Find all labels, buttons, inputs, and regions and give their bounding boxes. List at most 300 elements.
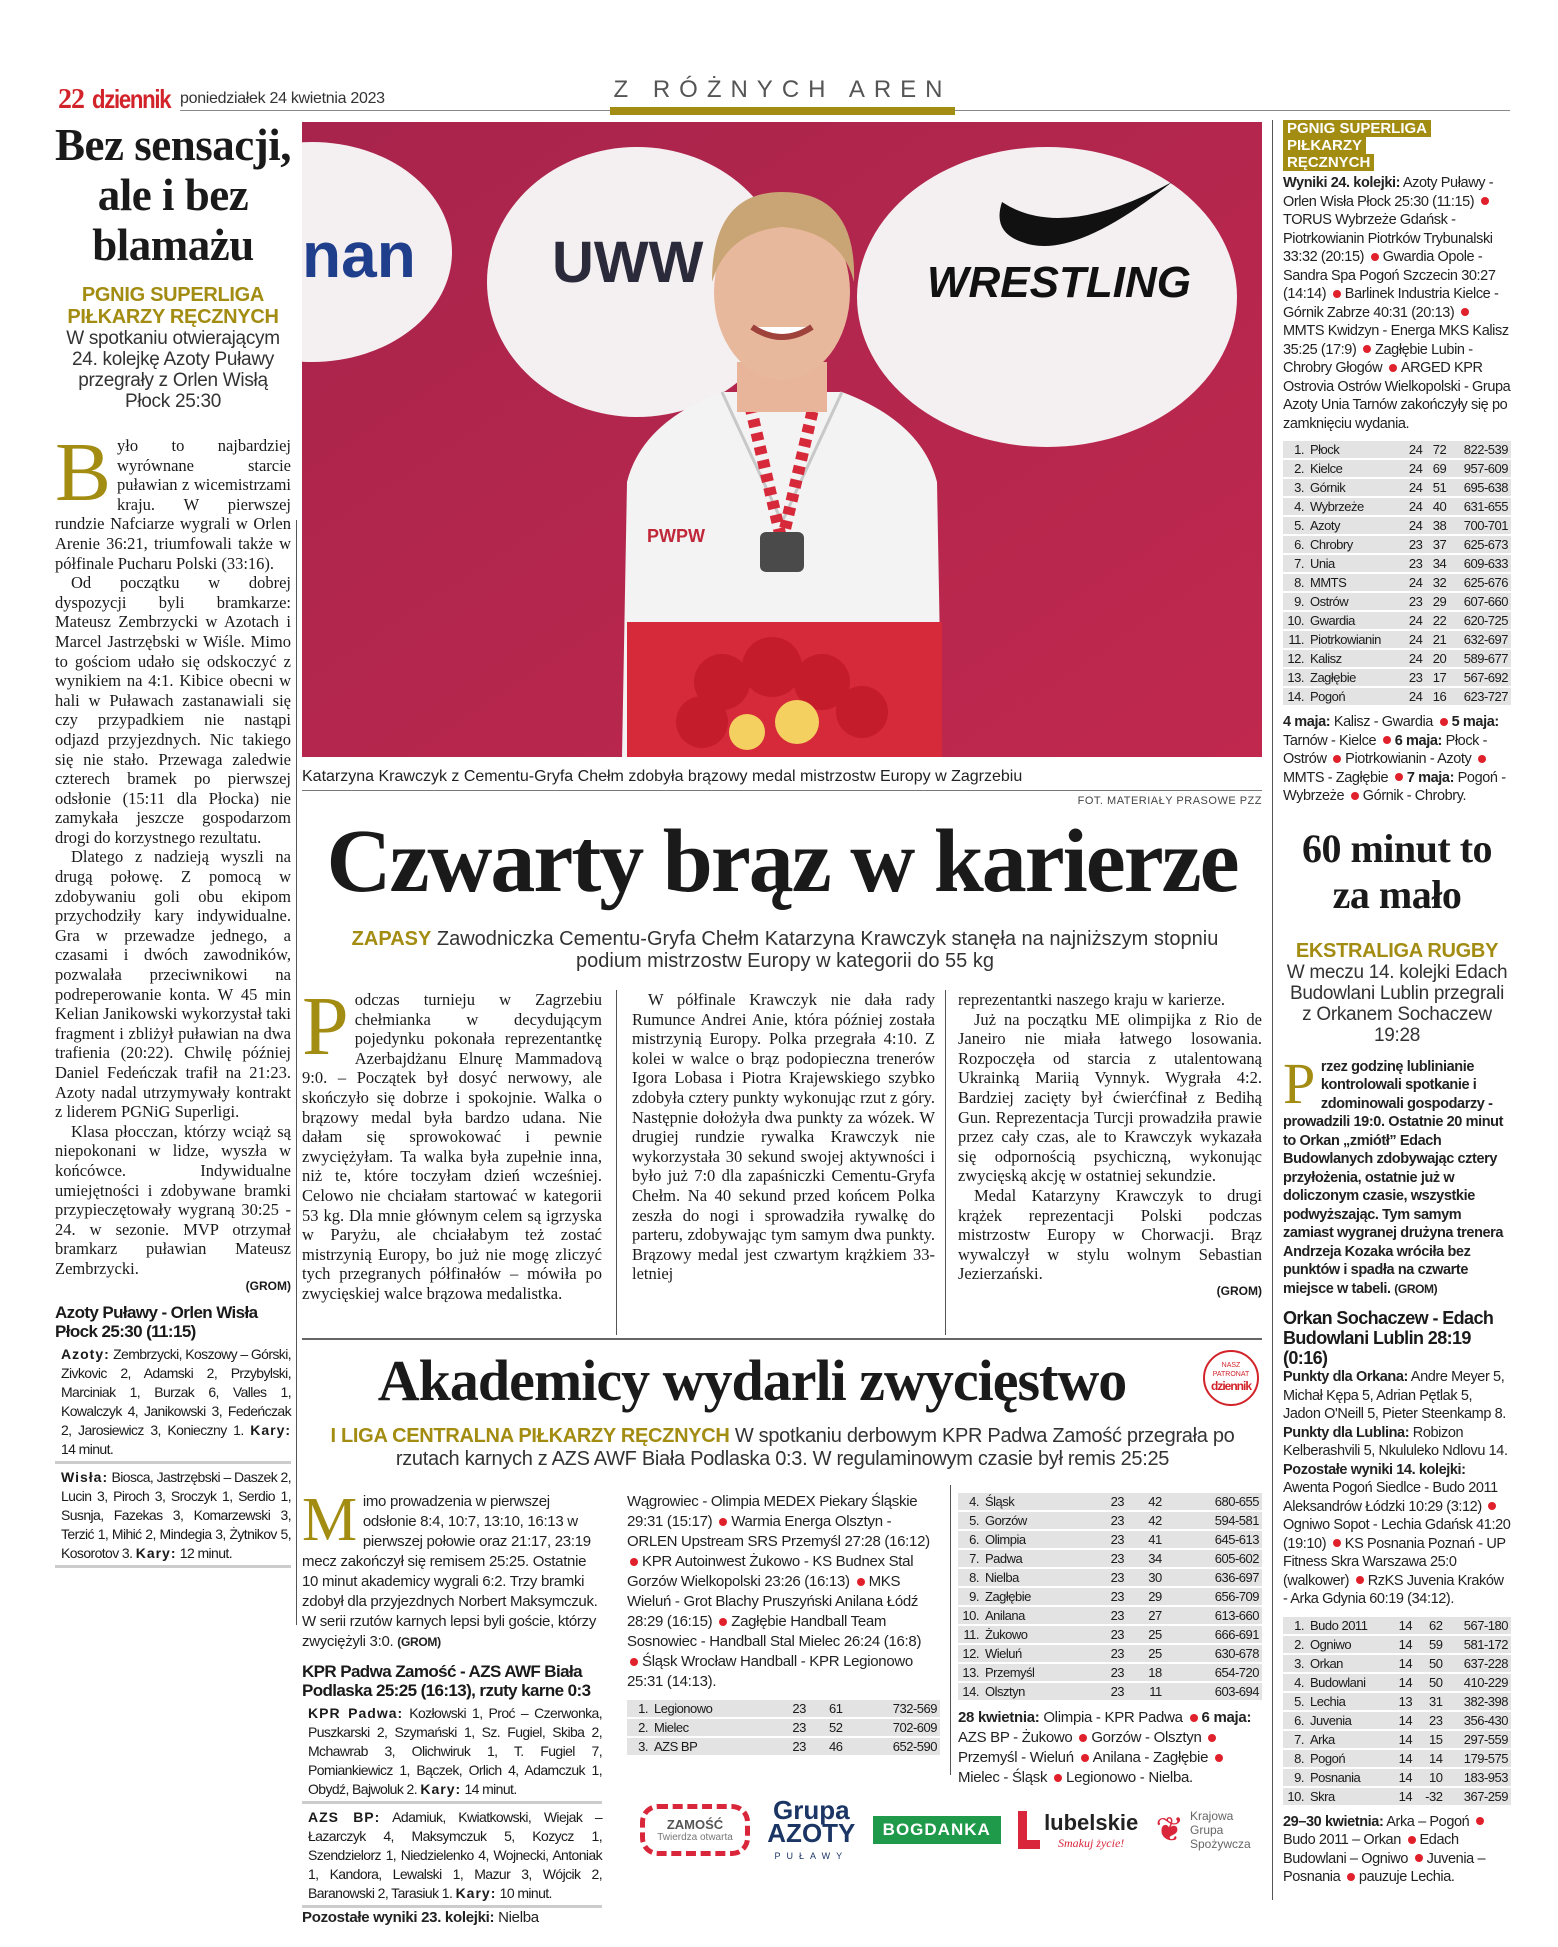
cell-goals: 367-259: [1445, 1788, 1511, 1805]
table-row: [627, 1719, 940, 1736]
rugby-box-title: Orkan Sochaczew - Edach Budowlani Lublin 28:19 (0:16): [1283, 1308, 1494, 1368]
list-item: Barlinek Industria Kielce - Górnik Zabrze 40:31 (20:13): [1283, 286, 1499, 321]
paragraph: Klasa płocczan, którzy wciąż są niepokonani w lidze, wyszła w końcówce. Indywidualne umiejętności i zdobywane bramki przypieczętowały wygraną 30:25 - 24. w sezonie. MVP otrzymał bramkarz puławian Mateusz Zembrzycki.: [55, 1121, 291, 1278]
cell-games: 13: [1390, 1693, 1415, 1710]
main-deck: [330, 928, 1240, 972]
cell-team: Arka: [1307, 1731, 1390, 1748]
standings-table: [958, 1491, 1262, 1702]
drop-cap: P: [1283, 1050, 1315, 1116]
handball-deck: [305, 1425, 1260, 1471]
cell-points: 42: [1127, 1512, 1165, 1529]
cell-games: 23: [1089, 1493, 1127, 1510]
photo-caption: Katarzyna Krawczyk z Cementu-Gryfa Chełm zdobyła brązowy medal mistrzostw Europy w Zagrzebiu: [302, 768, 1262, 791]
cell-points: -32: [1415, 1788, 1445, 1805]
cell-team: Juvenia: [1307, 1712, 1390, 1729]
lineup-text: Kozłowski 1, Proć – Czerwonka, Puszkarski 2, Szymański 1, Sz. Fugiel, Skiba 2, Mchawrab 3, Olichwiruk 1, T. Fugiel 7, Pomiankiewicz 1, Bączek, Orlich 4, Adamczuk 1, Obydź, Bajwoluk 2.: [308, 1705, 603, 1797]
cell-points: 52: [809, 1719, 846, 1736]
superliga-fixtures: [1283, 713, 1511, 806]
table-row: [958, 1664, 1262, 1681]
section-bar: [610, 107, 955, 115]
cell-points: 23: [1415, 1712, 1445, 1729]
cell-games: 23: [1401, 593, 1425, 610]
cell-team: Olimpia: [982, 1531, 1089, 1548]
cell-games: 14: [1390, 1674, 1415, 1691]
logo-grupa-azoty: [767, 1795, 856, 1861]
cell-team: Nielba: [982, 1569, 1089, 1586]
cell-goals: 607-660: [1449, 593, 1511, 610]
lubelskie-l-icon: [1018, 1811, 1040, 1849]
handball-column-2: [627, 1492, 940, 1763]
byline: (GROM): [1216, 1283, 1262, 1298]
cell-team: Płock: [1307, 441, 1401, 458]
cell-goals: 695-638: [1449, 479, 1511, 496]
kary-lead: Kary:: [135, 1544, 177, 1561]
bullet-dot-icon: [1356, 1576, 1364, 1584]
superliga-results: [1283, 174, 1511, 433]
logo-text: Twierdza otwarta: [657, 1832, 733, 1843]
cell-team: MMTS: [1307, 574, 1401, 591]
item-lead: 5 maja:: [1451, 714, 1499, 730]
cell-rank: 6.: [1283, 1712, 1307, 1729]
cell-team: Lechia: [1307, 1693, 1390, 1710]
list-item: Azoty Puławy - Orlen Wisła Płock 25:30 (11:15): [1283, 175, 1494, 210]
lineup-azoty: [55, 1341, 291, 1464]
cell-goals: 567-180: [1445, 1617, 1511, 1634]
table-row: [958, 1512, 1262, 1529]
handball-column-1: [302, 1486, 603, 1928]
cell-goals: 382-398: [1445, 1693, 1511, 1710]
cell-team: Skra: [1307, 1788, 1390, 1805]
list-item: Budo 2011 – Orkan: [1283, 1832, 1401, 1848]
superliga-kicker: PGNIG SUPERLIGA PIŁKARZY RĘCZNYCH: [1283, 120, 1431, 171]
table-row: [1283, 1617, 1511, 1634]
cell-games: 23: [772, 1719, 809, 1736]
cell-rank: 8.: [958, 1569, 982, 1586]
cell-goals: 732-569: [845, 1700, 940, 1717]
cell-rank: 10.: [1283, 612, 1307, 629]
superliga-table: [1283, 439, 1511, 707]
handball-body: [302, 1486, 602, 1652]
table-row: [627, 1738, 940, 1755]
bullet-dot-icon: [1347, 1873, 1355, 1881]
table-row: [1283, 555, 1511, 572]
cell-points: 29: [1127, 1588, 1165, 1605]
sponsor-logos: [640, 1785, 1260, 1875]
cell-games: 23: [1089, 1683, 1127, 1700]
points-text: Andre Meyer 5, Michał Kępa 5, Adrian Pętlak 5, Jadon O'Neill 5, Pieter Steenkamp 8.: [1283, 1369, 1506, 1422]
item-lead: 29–30 kwietnia:: [1283, 1813, 1384, 1830]
cell-games: 14: [1390, 1750, 1415, 1767]
table-row: [1283, 517, 1511, 534]
list-item: Wągrowiec - Olimpia MEDEX Piekary Śląskie 29:31 (15:17): [627, 1493, 918, 1530]
table-row: [1283, 479, 1511, 496]
cell-goals: 822-539: [1449, 441, 1511, 458]
cell-points: 25: [1127, 1645, 1165, 1662]
bullet-dot-icon: [1488, 1502, 1496, 1510]
lineup-text: Biosca, Jastrzębski – Daszek 2, Lucin 3, Piroch 3, Sroczyk 1, Serdio 1, Susnja, Fazekas 3, Komarzewski 3, Terzić 1, Mihić 2, Mindegia 3, Żytnikov 5, Kosorotov 3.: [61, 1468, 291, 1561]
cell-games: 24: [1401, 498, 1425, 515]
item-lead: 6 maja:: [1201, 1709, 1252, 1726]
cell-team: Posnania: [1307, 1769, 1390, 1786]
newspaper-logo: dziennik: [92, 84, 171, 114]
cell-team: Pogoń: [1307, 1750, 1390, 1767]
rugby-results: [1283, 1461, 1511, 1609]
cell-rank: 8.: [1283, 1750, 1307, 1767]
bullet-dot-icon: [1415, 1854, 1423, 1862]
backdrop-text-uww: UWW: [552, 230, 704, 295]
byline: (GROM): [245, 1278, 291, 1293]
cell-rank: 2.: [1283, 460, 1307, 477]
cell-team: Chrobry: [1307, 536, 1401, 553]
list-item: MMTS - Zagłębie: [1283, 769, 1389, 786]
list-item: Warmia Energa Olsztyn - ORLEN Upstream SRS Przemyśl 27:28 (16:12): [627, 1513, 930, 1550]
cell-points: 11: [1127, 1683, 1165, 1700]
cell-rank: 9.: [1283, 1769, 1307, 1786]
list-item: Kalisz - Gwardia: [1333, 714, 1433, 730]
cell-goals: 603-694: [1165, 1683, 1262, 1700]
table-row: [1283, 593, 1511, 610]
standings-table: [627, 1698, 940, 1757]
bullet-dot-icon: [1215, 1754, 1223, 1762]
column-divider: [950, 1485, 951, 1775]
table-row: [1283, 650, 1511, 667]
cell-points: 41: [1127, 1531, 1165, 1548]
cell-points: 29: [1425, 593, 1449, 610]
paragraph: yło to najbardziej wyrównane starcie puławian z wicemistrzami kraju. W pierwszej rundzie Nafciarze wygrali w Orlen Arenie 36:21, triumfowali także w półfinale Pucharu Polski (33:16).: [55, 436, 291, 573]
cell-points: 51: [1425, 479, 1449, 496]
cell-goals: 620-725: [1449, 612, 1511, 629]
drop-cap: B: [55, 426, 112, 519]
cell-points: 61: [809, 1700, 846, 1717]
main-headline: Czwarty brąz w karierze: [326, 812, 1238, 911]
table-row: [1283, 669, 1511, 686]
table-row: [1283, 574, 1511, 591]
list-item: Arka – Pogoń: [1386, 1813, 1470, 1830]
cell-games: 24: [1401, 460, 1425, 477]
item-lead: Wyniki 24. kolejki:: [1283, 175, 1401, 191]
points-text: Robizon Kelberashvili 5, Nkululeko Ndlovu 14.: [1283, 1424, 1508, 1459]
table-row: [1283, 612, 1511, 629]
bullet-dot-icon: [1333, 290, 1341, 298]
table-row: [1283, 1693, 1511, 1710]
cell-team: Legionowo: [651, 1700, 772, 1717]
bullet-dot-icon: [719, 1518, 727, 1526]
medal-icon: [760, 532, 804, 572]
cell-games: 23: [1089, 1588, 1127, 1605]
cell-goals: 623-727: [1449, 688, 1511, 705]
left-kicker: PGNIG SUPERLIGA PIŁKARZY RĘCZNYCH: [67, 284, 279, 328]
cell-goals: 609-633: [1449, 555, 1511, 572]
list-item: MMTS Kwidzyn - Energa MKS Kalisz 35:25 (17:9): [1283, 323, 1509, 358]
logo-text: Grupa: [773, 1795, 850, 1825]
bullet-dot-icon: [1389, 364, 1397, 372]
bullet-dot-icon: [1079, 1734, 1087, 1742]
cell-points: 34: [1127, 1550, 1165, 1567]
item-lead: 7 maja:: [1406, 769, 1455, 786]
cell-rank: 3.: [1283, 479, 1307, 496]
table-row: [1283, 1731, 1511, 1748]
cell-points: 37: [1425, 536, 1449, 553]
cell-rank: 4.: [1283, 1674, 1307, 1691]
lineup-lead: AZS BP:: [308, 1809, 381, 1825]
cell-games: 24: [1401, 650, 1425, 667]
cell-goals: 636-697: [1165, 1569, 1262, 1586]
list-item: Tarnów - Kielce: [1283, 732, 1377, 749]
cell-goals: 297-559: [1445, 1731, 1511, 1748]
cell-games: 14: [1390, 1636, 1415, 1653]
list-item: ARGED KPR Ostrovia Ostrów Wielkopolski - Grupa Azoty Unia Tarnów zakończyły się po zamknięciu wydania.: [1283, 360, 1511, 432]
cell-games: 24: [1401, 517, 1425, 534]
cell-rank: 12.: [958, 1645, 982, 1662]
cell-rank: 11.: [1283, 631, 1307, 648]
cell-team: Przemyśl: [982, 1664, 1089, 1681]
photo-credit: FOT. MATERIAŁY PRASOWE PZZ: [1077, 795, 1262, 807]
cell-points: 62: [1415, 1617, 1445, 1634]
cell-points: 10: [1415, 1769, 1445, 1786]
list-item: Piotrkowianin - Azoty: [1345, 751, 1472, 767]
left-deck: W spotkaniu otwierającym 24. kolejkę Azoty Puławy przegrały z Orlen Wisłą Płock 25:30: [66, 328, 280, 412]
cell-goals: 567-692: [1449, 669, 1511, 686]
kary-value: 10 minut.: [499, 1885, 552, 1901]
handball-deck-text: W spotkaniu derbowym KPR Padwa Zamość przegrała po rzutach karnych z AZS AWF Biała Podlaska 0:3. W regulaminowym czasie był remis 25:25: [395, 1425, 1235, 1470]
left-body: [55, 426, 291, 1293]
cell-points: 17: [1425, 669, 1449, 686]
list-item: Gorzów - Olsztyn: [1091, 1729, 1202, 1746]
rugby-deck: W meczu 14. kolejki Edach Budowlani Lublin przegrali z Orkanem Sochaczew 19:28: [1286, 961, 1508, 1046]
rugby-points-lublin: [1283, 1424, 1511, 1461]
cell-goals: 656-709: [1165, 1588, 1262, 1605]
main-photo: [302, 122, 1262, 757]
cell-team: Budowlani: [1307, 1674, 1390, 1691]
table-row: [1283, 688, 1511, 705]
cell-rank: 1.: [1283, 441, 1307, 458]
cell-team: Olsztyn: [982, 1683, 1089, 1700]
bullet-dot-icon: [1395, 773, 1403, 781]
table-row: [1283, 1750, 1511, 1767]
paragraph: Od początku w dobrej dyspozycji byli bramkarze: Mateusz Zembrzycki w Azotach i Marcel Jastrzębski w Wiśle. Mimo to gościom udało się odskoczyć z wynikiem na 4:1. Kibice obecni w hali w Puławach zastanawiali się czy przypadkiem nie nastąpi odjazd przyjezdnych. Nic takiego się nie stało. Przewaga zaledwie czterech bramek po pierwszej odsłonie (15:11 dla Płocka) nie zamykała jeszcze gospodarzom drogi do korzystnego rezultatu.: [55, 573, 291, 847]
list-item: AZS BP - Żukowo: [958, 1729, 1073, 1746]
item-lead: 4 maja:: [1283, 714, 1331, 730]
cell-rank: 14.: [1283, 688, 1307, 705]
cell-rank: 6.: [958, 1531, 982, 1548]
kary-lead: Kary:: [420, 1781, 462, 1797]
lineup-lead: Wisła:: [61, 1468, 109, 1485]
paragraph: Dlatego z nadzieją wyszli na drugą połowę. Z pomocą w zdobywaniu goli obu ekipom przychodziły kary indywidualne. Gra w przewadze jednego, a czasami i dwóch zawodników, pozwalała przeciwnikowi na podreperowanie konta. W 45 min Kelian Janikowski wykorzystał taki fragment i zbliżył puławian na dwa trafienia (20:22). Chwilę później Daniel Fedeńczak trafił na 21:23. Azoty nadal utrzymywały kontrakt z liderem PGNiG Superligi.: [55, 847, 291, 1122]
bullet-dot-icon: [1190, 1714, 1198, 1722]
lineup-wisla: [55, 1464, 291, 1568]
list-item: KPR Autoinwest Żukowo - KS Budnex Stal Gorzów Wielkopolski 23:26 (16:13): [627, 1553, 914, 1590]
cell-games: 24: [1401, 479, 1425, 496]
paragraph: reprezentantki naszego kraju w karierze.: [958, 990, 1226, 1009]
logo-text: AZOTY: [767, 1818, 856, 1848]
cell-goals: 356-430: [1445, 1712, 1511, 1729]
cell-goals: 654-720: [1165, 1664, 1262, 1681]
cell-rank: 10.: [1283, 1788, 1307, 1805]
cell-points: 34: [1425, 555, 1449, 572]
item-lead: Pozostałe wyniki 23. kolejki:: [302, 1909, 495, 1926]
cell-points: 40: [1425, 498, 1449, 515]
cell-team: Mielec: [651, 1719, 772, 1736]
cell-goals: 581-172: [1445, 1636, 1511, 1653]
backdrop-text-wrestling: WRESTLING: [927, 258, 1191, 307]
main-column-2: [632, 990, 935, 1284]
column-divider: [616, 990, 617, 1335]
bullet-dot-icon: [857, 1578, 865, 1586]
cell-goals: 680-655: [1165, 1493, 1262, 1510]
cell-team: Żukowo: [982, 1626, 1089, 1643]
cell-rank: 6.: [1283, 536, 1307, 553]
bullet-dot-icon: [1461, 308, 1469, 316]
cell-rank: 5.: [958, 1512, 982, 1529]
cell-rank: 14.: [958, 1683, 982, 1700]
cell-points: 30: [1127, 1569, 1165, 1586]
cell-team: Budo 2011: [1307, 1617, 1390, 1634]
table-row: [958, 1645, 1262, 1662]
cell-points: 72: [1425, 441, 1449, 458]
kary-value: 12 minut.: [179, 1544, 232, 1561]
table-row: [958, 1569, 1262, 1586]
rugby-points-orkan: [1283, 1368, 1511, 1424]
cell-goals: 613-660: [1165, 1607, 1262, 1624]
backdrop-text-left: nan: [302, 219, 416, 291]
cell-points: 16: [1425, 688, 1449, 705]
lineup-lead: Azoty:: [61, 1345, 110, 1362]
logo-text: PUŁAWY: [774, 1851, 849, 1861]
cell-team: Anilana: [982, 1607, 1089, 1624]
list-item: Edach Budowlani – Ogniwo: [1283, 1832, 1459, 1867]
cell-games: 23: [1089, 1550, 1127, 1567]
left-headline: Bez sensacji, ale i bez blamażu: [55, 120, 291, 270]
cell-games: 24: [1401, 441, 1425, 458]
section-title: Z RÓŻNYCH AREN: [613, 76, 952, 103]
cell-rank: 5.: [1283, 1693, 1307, 1710]
bullet-dot-icon: [630, 1558, 638, 1566]
cell-rank: 12.: [1283, 650, 1307, 667]
kary-value: 14 minut.: [464, 1781, 517, 1797]
cell-rank: 8.: [1283, 574, 1307, 591]
cell-goals: 630-678: [1165, 1645, 1262, 1662]
bullet-dot-icon: [1208, 1734, 1216, 1742]
fixtures-list: [958, 1708, 1262, 1788]
list-item: Gwardia Opole - Sandra Spa Pogoń Szczecin 30:27 (14:14): [1283, 249, 1496, 302]
list-item: Legionowo - Nielba.: [1066, 1769, 1193, 1786]
table-row: [1283, 1655, 1511, 1672]
cell-points: 20: [1425, 650, 1449, 667]
cell-team: Orkan: [1307, 1655, 1390, 1672]
cell-team: Wieluń: [982, 1645, 1089, 1662]
cell-points: 59: [1415, 1636, 1445, 1653]
cell-team: Gwardia: [1307, 612, 1401, 629]
table-row: [1283, 460, 1511, 477]
cell-goals: 631-655: [1449, 498, 1511, 515]
table-row: [958, 1626, 1262, 1643]
cell-rank: 9.: [1283, 593, 1307, 610]
cell-team: Wybrzeże: [1307, 498, 1401, 515]
paragraph: Już na początku ME olimpijka z Rio de Janeiro nie miała łatwego losowania. Rozpoczęła od starcia z utalentowaną Ukrainką Mariią Vynnyk. Wygrała 4:2. Bardziej zacięty był ćwierćfinał z Bedihą Gun. Reprezentacja Turcji prowadziła prawie przez cały czas, ale to Krawczyk wykazała się odpornością psychiczną, wykonując zwycięską akcję w ostatniej sekundzie.: [958, 1009, 1262, 1186]
item-lead: 6 maja:: [1394, 732, 1442, 749]
points-lead: Punkty dla Orkana:: [1283, 1369, 1408, 1385]
table-row: [1283, 1769, 1511, 1786]
cell-points: 14: [1415, 1750, 1445, 1767]
logo-kgs: [1156, 1809, 1261, 1851]
cell-rank: 3.: [627, 1738, 651, 1755]
cell-goals: 625-676: [1449, 574, 1511, 591]
cell-team: Pogoń: [1307, 688, 1401, 705]
cell-games: 14: [1390, 1731, 1415, 1748]
cell-rank: 7.: [1283, 555, 1307, 572]
handball-column-3: [958, 1485, 1262, 1788]
cell-points: 15: [1415, 1731, 1445, 1748]
list-item: Mielec - Śląsk: [958, 1769, 1048, 1786]
cell-rank: 7.: [1283, 1731, 1307, 1748]
lineup-azs: [302, 1804, 602, 1908]
table-row: [627, 1700, 940, 1717]
logo-text: Krajowa Grupa Spożywcza: [1190, 1809, 1251, 1851]
cell-team: Górnik: [1307, 479, 1401, 496]
cell-games: 23: [1089, 1569, 1127, 1586]
cell-games: 14: [1390, 1617, 1415, 1634]
cell-goals: 702-609: [845, 1719, 940, 1736]
cell-games: 14: [1390, 1712, 1415, 1729]
cell-games: 23: [1089, 1664, 1127, 1681]
paragraph: rzez godzinę lublinianie kontrolowali spotkanie i zdominowali gospodarzy - prowadzili 19:0. Ostatnie 20 minut to Orkan „zmiótł” Edach Budowlanych zdobywając cztery przyłożenia, ostatnie już w doliczonym czasie, wszystkie podwyższając. Tym samym zamiast wygranej drużyna trenera Andrzeja Kozaka wróciła bez punktów i spadła na czwarte miejsce w tabeli.: [1283, 1058, 1504, 1297]
list-item: Zagłębie Handball Team Sosnowiec - Handball Stal Mielec 26:24 (16:8): [627, 1613, 922, 1650]
item-lead: 28 kwietnia:: [958, 1709, 1040, 1726]
cell-games: 14: [1390, 1788, 1415, 1805]
byline: (GROM): [397, 1635, 441, 1649]
kary-lead: Kary:: [250, 1421, 292, 1438]
cell-points: 46: [809, 1738, 846, 1755]
cell-goals: 605-602: [1165, 1550, 1262, 1567]
drop-cap: P: [302, 980, 349, 1073]
list-item: Olimpia - KPR Padwa: [1043, 1709, 1183, 1726]
cell-points: 22: [1425, 612, 1449, 629]
bullet-dot-icon: [1440, 718, 1448, 726]
cell-points: 25: [1127, 1626, 1165, 1643]
paragraph: Medal Katarzyny Krawczyk to drugi krążek reprezentacji Polski podczas mistrzostw Europy w Chorwacji. Brąz wywalczył w stylu wolnym Sebastian Jezierzański.: [958, 1185, 1262, 1284]
bullet-dot-icon: [1476, 1817, 1484, 1825]
match-box-title: KPR Padwa Zamość - AZS AWF Biała Podlaska 25:25 (16:13), rzuty karne 0:3: [302, 1662, 591, 1700]
cell-games: 23: [772, 1738, 809, 1755]
rugby-fixtures: [1283, 1813, 1511, 1887]
rugby-body: [1283, 1050, 1511, 1299]
cell-goals: 594-581: [1165, 1512, 1262, 1529]
list-item: KS Posnania Poznań - UP Fitness Skra Warszawa 25:0 (walkower): [1283, 1535, 1506, 1589]
list-item: Juvenia – Posnania: [1283, 1850, 1486, 1885]
bullet-dot-icon: [1408, 1836, 1416, 1844]
main-column-1: [302, 980, 602, 1304]
cell-games: 23: [1089, 1645, 1127, 1662]
bullet-dot-icon: [1383, 736, 1391, 744]
cell-rank: 10.: [958, 1607, 982, 1624]
results-list: [627, 1492, 940, 1692]
table-row: [958, 1531, 1262, 1548]
cell-rank: 1.: [1283, 1617, 1307, 1634]
cell-goals: 410-229: [1445, 1674, 1511, 1691]
bullet-dot-icon: [1333, 1539, 1341, 1547]
cell-team: Padwa: [982, 1550, 1089, 1567]
list-item: Ogniwo Sopot - Lechia Gdańsk 41:20 (19:10): [1283, 1517, 1511, 1552]
cell-points: 32: [1425, 574, 1449, 591]
cell-games: 23: [772, 1700, 809, 1717]
bullet-dot-icon: [719, 1618, 727, 1626]
cell-goals: 183-953: [1445, 1769, 1511, 1786]
patronage-badge: [1203, 1350, 1259, 1406]
wheat-icon: ❦: [1155, 1811, 1184, 1849]
list-item: Górnik - Chrobry.: [1362, 788, 1467, 804]
wrestler-photo-illustration: [302, 122, 1262, 757]
table-row: [958, 1493, 1262, 1510]
